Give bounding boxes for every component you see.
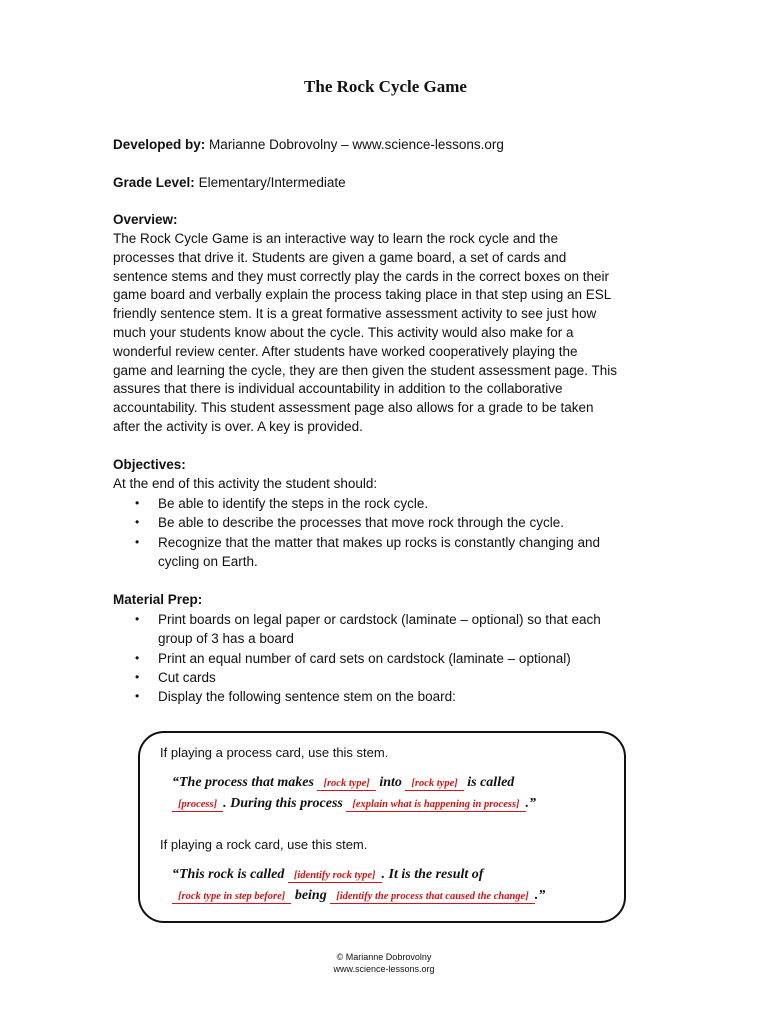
rock-stem-intro: If playing a rock card, use this stem.	[160, 837, 368, 852]
footer-copyright: © Marianne Dobrovolny	[336, 952, 432, 962]
grade-level-label: Grade Level:	[113, 175, 195, 190]
blank-field: [process]	[172, 798, 223, 812]
overview-line: after the activity is over. A key is provided.	[113, 418, 363, 434]
objectives-heading: Objectives:	[113, 457, 186, 472]
process-stem-line-2: [process] . During this process [explain what is happening in process] .”	[172, 796, 536, 812]
objectives-intro: At the end of this activity the student should:	[113, 476, 378, 491]
blank-field: [explain what is happening in process]	[346, 798, 525, 812]
material-item: • Print an equal number of card sets on cardstock (laminate – optional)	[113, 649, 658, 668]
developed-by-line	[113, 136, 504, 155]
material-prep-heading: Material Prep:	[113, 592, 203, 607]
objective-item: • Be able to describe the processes that move rock through the cycle.	[113, 513, 658, 532]
footer-url: www.science-lessons.org	[333, 964, 435, 974]
objective-item: • Be able to identify the steps in the rock cycle.	[113, 494, 658, 513]
overview-line: much your students know about the cycle. This activity would also make for a	[113, 324, 574, 340]
process-stem-intro: If playing a process card, use this stem.	[160, 745, 389, 760]
overview-heading: Overview:	[113, 212, 178, 227]
page-title: The Rock Cycle Game	[304, 77, 467, 96]
blank-field: [rock type in step before]	[172, 890, 291, 904]
bullet-icon: •	[135, 669, 140, 684]
bullet-icon: •	[135, 650, 140, 665]
material-item: • Display the following sentence stem on the board:	[113, 687, 658, 706]
material-prep-list	[113, 610, 658, 706]
rock-stem-line-1: “This rock is called [identify rock type] . It is the result of	[172, 867, 484, 882]
grade-level-value: Elementary/Intermediate	[198, 175, 346, 190]
material-item: • Print boards on legal paper or cardstock (laminate – optional) so that each group of 3 has a board	[135, 612, 601, 647]
overview-line: accountability. This student assessment page also allows for a grade to be taken	[113, 400, 594, 416]
overview-paragraph	[113, 230, 658, 437]
bullet-icon: •	[135, 534, 140, 549]
overview-line: friendly sentence stem. It is a great formative assessment activity to see just how	[113, 306, 597, 322]
overview-line: processes that drive it. Students are given a game board, a set of cards and	[113, 249, 567, 265]
overview-line: sentence stems and they must correctly play the cards in the correct boxes on their	[113, 268, 609, 284]
bullet-icon: •	[135, 515, 140, 530]
objective-item: • Recognize that the matter that makes up rocks is constantly changing and cycling on Earth.	[135, 534, 600, 569]
overview-line: game and learning the cycle, they are then given the student assessment page. This	[113, 362, 618, 378]
blank-field: [rock type]	[405, 777, 463, 791]
bullet-icon: •	[135, 689, 140, 704]
overview-line: game board and verbally explain the process taking place in that step using an ESL	[113, 287, 612, 303]
blank-field: [identify the process that caused the change]	[330, 890, 535, 904]
overview-line: The Rock Cycle Game is an interactive way to learn the rock cycle and the	[113, 231, 558, 246]
bullet-icon: •	[135, 496, 140, 510]
overview-line: assures that there is individual accountability in addition to the collaborative	[113, 381, 563, 397]
bullet-icon: •	[135, 612, 140, 626]
sentence-stem-box	[138, 731, 626, 923]
rock-stem-line-2: [rock type in step before] being [identify the process that caused the change] .”	[172, 888, 545, 904]
objectives-list	[113, 494, 658, 571]
developed-by-value: Marianne Dobrovolny – www.science-lessons.org	[209, 137, 504, 152]
process-stem-line-1: “The process that makes [rock type] into [rock type] is called	[172, 775, 515, 790]
developed-by-label: Developed by:	[113, 137, 206, 152]
blank-field: [rock type]	[317, 777, 375, 791]
overview-line: wonderful review center. After students have worked cooperatively playing the	[113, 343, 578, 359]
grade-level-line	[113, 174, 346, 193]
material-item: • Cut cards	[113, 668, 658, 687]
blank-field: [identify rock type]	[288, 869, 382, 883]
